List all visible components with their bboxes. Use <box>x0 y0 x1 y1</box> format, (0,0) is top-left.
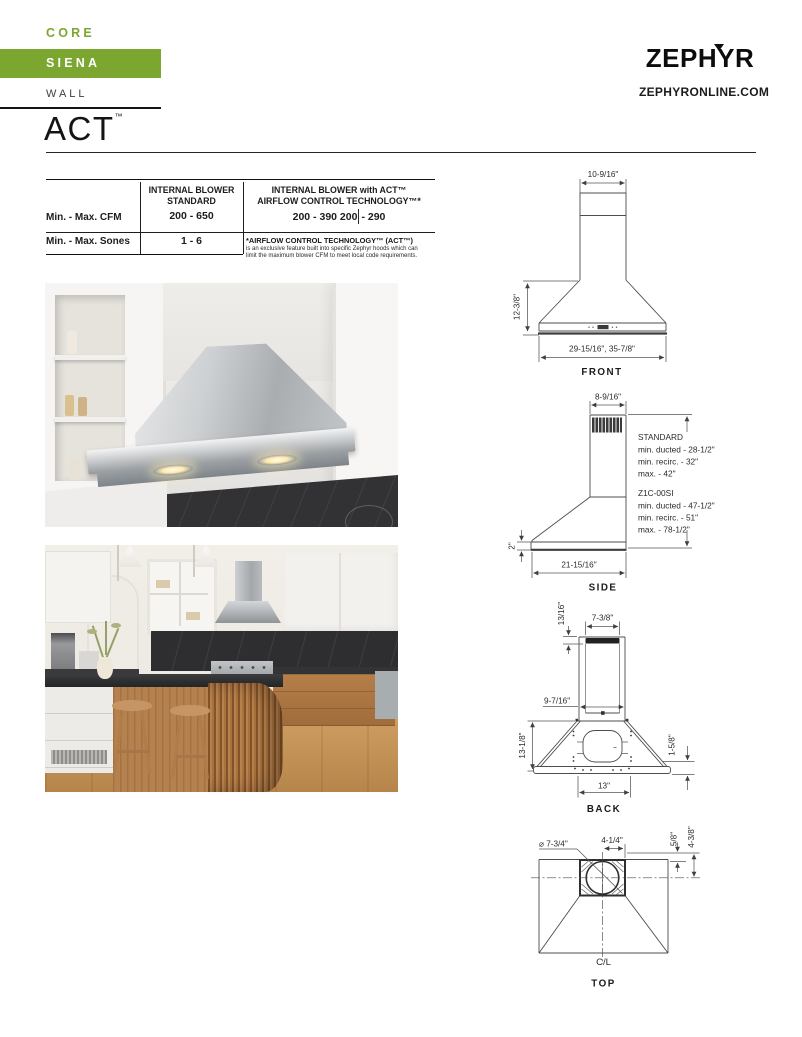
side-alt-line: min. ducted - 47-1/2" <box>638 500 715 511</box>
side-vent-grille <box>592 418 622 433</box>
photo-appliance-right <box>375 671 398 719</box>
photo-island-vent-grille <box>51 750 107 764</box>
photo-shelf-item <box>156 580 170 588</box>
photo-upper-cabinet-left <box>45 551 111 623</box>
photo-stool-leg <box>140 710 151 774</box>
photo-shelf <box>55 417 125 422</box>
photo-jar <box>78 397 87 416</box>
brand-block <box>639 43 770 99</box>
cfm-standard-value: 200 - 650 <box>169 210 214 222</box>
top-dim-flange: 5/8" <box>669 831 679 847</box>
photo-plant-stem <box>105 621 107 655</box>
column-header-act-line2: AIRFLOW CONTROL TECHNOLOGY™* <box>257 195 421 206</box>
front-dim-bottom: 29-15/16", 35-7/8" <box>569 344 635 354</box>
act-rule <box>46 152 756 153</box>
act-footnote-line2: limit the maximum blower CFM to meet local code requirements. <box>246 252 418 259</box>
photo-stool-leg <box>198 715 209 779</box>
mount-underline <box>0 107 161 109</box>
top-dim-center: 4-3/8" <box>687 826 696 848</box>
side-standard-line: min. recirc. - 32" <box>638 456 699 467</box>
drawing-back-view <box>500 598 790 820</box>
side-dim-bottom: 21-15/16" <box>561 560 597 570</box>
photo-hood-chimney <box>235 561 262 603</box>
photo-shelf-item <box>186 612 200 620</box>
back-view-label: BACK <box>586 804 622 815</box>
photo-glass-cabinet <box>147 559 217 635</box>
side-alt-line: min. recirc. - 51" <box>638 512 699 523</box>
photo-stool-seat <box>170 705 210 716</box>
side-standard-line: min. ducted - 28-1/2" <box>638 444 715 455</box>
photo-hood-canopy <box>215 601 281 623</box>
row-label-sones: Min. - Max. Sones <box>46 236 130 247</box>
zephyr-y-notch-icon <box>714 44 724 51</box>
front-control-panel <box>598 325 609 329</box>
act-footnote-title: *AIRFLOW CONTROL TECHNOLOGY™ (ACT™) <box>246 236 413 245</box>
side-dim-top: 8-9/16" <box>594 392 622 402</box>
act-logo-text: ACT <box>44 110 115 147</box>
product-photo-kitchen <box>45 545 398 792</box>
photo-coffee-machine <box>51 633 75 669</box>
side-view-label: SIDE <box>588 582 618 594</box>
mount-type-label: WALL <box>46 88 88 100</box>
photo-pendant-shade <box>193 545 219 567</box>
top-dim-diameter: ⌀ 7-3/4" <box>539 839 568 849</box>
drawing-front-view <box>500 162 780 384</box>
back-dim-offset: 13/16" <box>557 601 566 626</box>
photo-marble-backsplash <box>151 631 398 671</box>
side-standard-title: STANDARD <box>638 432 684 442</box>
photo-plant-leaf <box>87 629 97 634</box>
drawing-top-view <box>500 820 790 1037</box>
table-bottom-border <box>46 254 243 255</box>
photo-jar <box>67 331 77 354</box>
cfm-act-value-left: 200 - 390 200 <box>292 210 358 223</box>
back-dim-bottom: 13" <box>597 781 611 791</box>
back-dim-left: 13-1/8" <box>518 732 527 759</box>
photo-cabinet-mullion <box>150 593 208 595</box>
act-trademark: ™ <box>114 112 123 121</box>
top-centerline-label: C/L <box>596 957 611 968</box>
act-footnote <box>246 237 436 260</box>
website-label: ZEPHYRONLINE.COM <box>639 85 770 99</box>
front-view-label: FRONT <box>581 367 623 378</box>
sones-standard-value: 1 - 6 <box>180 235 202 247</box>
act-footnote-line1: is an exclusive feature built into specific Zephyr hoods which can <box>246 245 418 252</box>
photo-stool-leg <box>113 710 124 774</box>
photo-bar-stool <box>167 705 213 787</box>
back-duct-slot <box>586 638 620 644</box>
photo-plant-leaf <box>111 623 121 628</box>
front-dim-left: 12-3/8" <box>512 293 522 321</box>
back-dim-right: 1-5/8" <box>667 734 677 756</box>
cfm-act-value-right: - 290 <box>361 210 386 223</box>
zephyr-logo-text: ZEPHYR <box>645 43 755 73</box>
photo-vase <box>97 657 113 679</box>
column-header-standard <box>140 185 243 206</box>
top-dim-duct: 4-1/4" <box>601 836 623 845</box>
photo-jar <box>69 459 81 480</box>
series-label: CORE <box>46 26 95 40</box>
row-label-cfm: Min. - Max. CFM <box>46 212 122 223</box>
photo-shelf <box>55 355 125 360</box>
side-alt-line: max. - 78-1/2" <box>638 524 690 535</box>
photo-stool-seat <box>112 700 152 711</box>
photo-stool-rung <box>118 750 148 753</box>
photo-stool-leg <box>171 715 182 779</box>
act-logo <box>44 110 123 148</box>
top-view-label: TOP <box>591 978 616 990</box>
back-dim-top: 7-3/8" <box>591 613 614 623</box>
zephyr-logo <box>646 45 754 71</box>
product-photo-hood-closeup <box>45 283 398 527</box>
act-footnote-cell <box>243 179 435 271</box>
photo-toaster <box>79 651 99 669</box>
model-label: SIENA <box>46 56 101 70</box>
column-header-standard-line2: STANDARD <box>167 195 216 206</box>
front-dim-top: 10-9/16" <box>587 170 619 179</box>
photo-stool-rung <box>176 755 206 758</box>
column-header-standard-line1: INTERNAL BLOWER <box>148 185 235 195</box>
photo-fluted-column <box>208 683 283 792</box>
photo-bar-stool <box>109 700 155 782</box>
photo-upper-cabinet-right <box>283 553 398 633</box>
side-standard-line: max. - 42" <box>638 468 676 479</box>
drawing-side-view <box>500 388 790 600</box>
photo-pendant-shade <box>117 545 143 567</box>
photo-range-knobs <box>215 665 269 670</box>
spec-table <box>46 179 435 271</box>
photo-pendant-cord <box>193 545 195 577</box>
side-dim-band: 2" <box>507 542 517 550</box>
column-header-act-line1: INTERNAL BLOWER with ACT™ <box>271 185 407 195</box>
model-banner <box>0 49 161 78</box>
side-alt-title: Z1C-00SI <box>638 488 674 498</box>
back-dim-bracket: 9-7/16" <box>544 696 571 706</box>
photo-cabinet-seam <box>339 553 341 633</box>
photo-pendant-cord <box>117 545 119 581</box>
photo-jar <box>65 395 74 416</box>
